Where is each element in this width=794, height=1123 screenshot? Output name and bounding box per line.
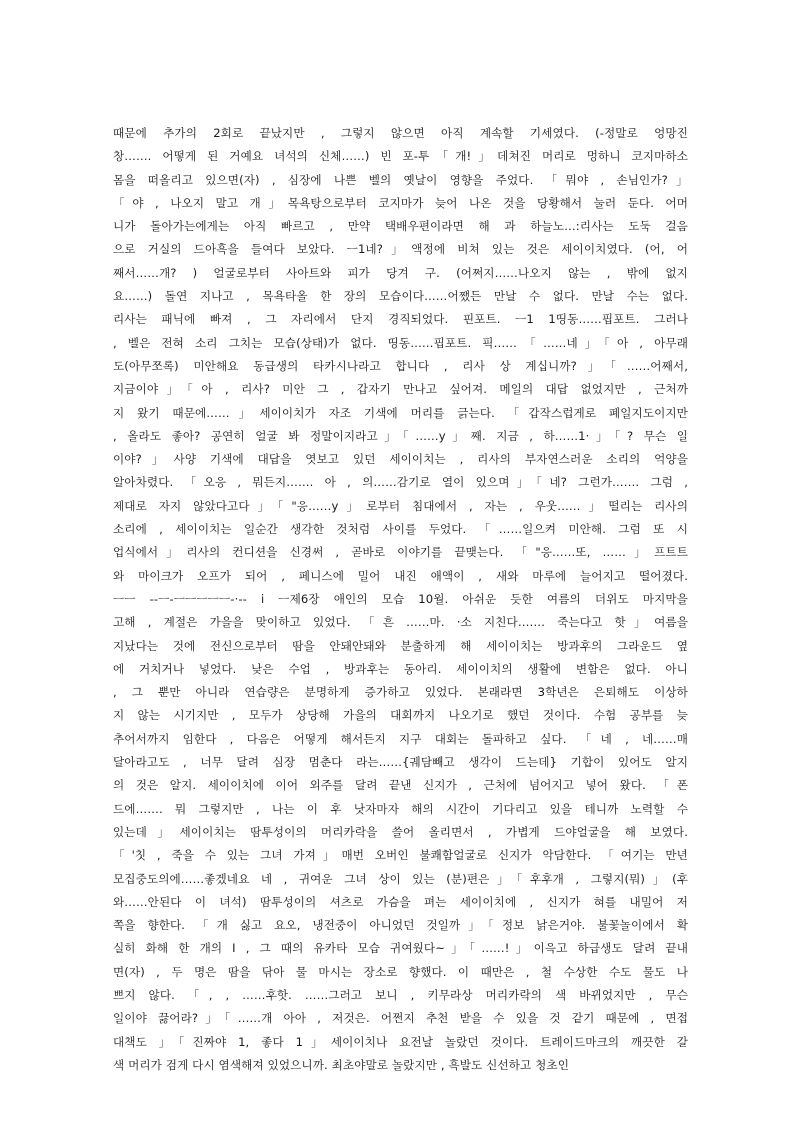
- text-line: 의 것은 알지. 세이이치에 이어 외주를 달려 끝낸 신지가 , 근처에 넘어지고 넣어 왔다. 「폰: [113, 778, 688, 793]
- text-line: 창……. 어떻게 된 거예요 녀석의 신체……) 빈 포-투「개!」데쳐진 머리로 멍하니 코지마하소: [113, 149, 688, 164]
- text-line: 소리에 , 세이이치는 일순간 생각한 것처럼 사이를 두었다. 「……일으켜 미안해. 그럼 또 시: [113, 522, 688, 537]
- text-line: 모집중도의에……좋겠네요 네 , 귀여운 그녀 상이 있는 (분)편은」「후후개 , 그렇지(뭐)」(후: [113, 871, 688, 886]
- text-line: , 올라도 좋아? 공연히 얼굴 봐 정말이지라고」「……y」째. 지금 , 하……1·」「? 무슨 일: [113, 428, 688, 443]
- text-line: 알아차렸다. 「오응 , 뭐든지……. 아 , 의……감기로 열이 있으며」「네? 그런가……. 그럼 ,: [113, 475, 688, 490]
- text-line: 「'칫 , 죽을 수 있는 그녀 가져」매번 오버인 불쾌함얼굴로 신지가 악담한다. 「여기는 만년: [113, 848, 688, 863]
- text-line: 지났다는 것에 전신으로부터 땀을 안돼안돼와 분출하게 해 세이이치는 방과후의 그라운드 옆: [113, 638, 688, 653]
- text-line: 실히 화해 한 개의 I , 그 때의 유카타 모습 귀여웠다~」「……!」이윽고 하급생도 달려 끝내: [113, 941, 688, 956]
- text-line: 드에……. 뭐 그렇지만 , 나는 이 후 낫자마자 해의 시간이 기다리고 있을 테니까 노력할 수: [113, 801, 688, 816]
- text-line: 도(아무쪼록) 미안해요 동급생의 타카시나라고 합니다 , 리사 상 계십니까?」「……어째서,: [113, 358, 688, 373]
- text-line: 때문에 추가의 2회로 끝났지만 , 그렇지 않으면 아직 계속할 기세였다. (-정말로 엉망진: [113, 126, 688, 140]
- text-line: 리사는 패닉에 빠져 , 그 자리에서 단지 경직되었다. 핀포트. ㅡ1 1띵동……핍포트. 그러나: [113, 312, 688, 327]
- body-text: [113, 122, 688, 1077]
- text-line: 추어서까지 임한다 , 다음은 어떻게 해서든지 지구 대회는 돌파하고 싶다. 「네 , 네……매: [113, 731, 688, 746]
- text-line: 고해 , 계절은 가을을 맞이하고 있었다. 「흔 ……마. ·소 지친다……. 죽는다고 핫」여름을: [113, 615, 688, 630]
- text-line: 색 머리가 검게 다시 염색해져 있었으니까. 최초야말로 놀랐지만 , 흑발도 신선하고 청초인: [113, 1057, 569, 1072]
- text-line: 에 거치거나 넣었다. 낮은 수업 , 방과후는 동아리. 세이이치의 생활에 변함은 없다. 아니: [113, 661, 688, 676]
- text-line: 지금이야」「아 , 리사? 미안 그 , 갑자기 만나고 싶어져. 메일의 대답 없었지만 , 근처까: [113, 382, 688, 397]
- text-line: 쁘지 않다. 「, , ……후핫. ……그러고 보니 , 키무라상 머리카락의 색 바뀌었지만 , 무슨: [113, 987, 688, 1002]
- text-line: 와 마이크가 오프가 되어 , 페니스에 밀어 내진 애액이 , 새와 마루에 늘어지고 떨어졌다.: [113, 568, 688, 583]
- text-line: 니가 돌아가는에게는 아직 빠르고 , 만약 택배우편이라면 해 과 하늘노…:리사는 도둑 걸음: [113, 219, 688, 234]
- text-line: 「야 , 나오지 말고 개」목욕탕으로부터 코지마가 늦어 나온 것을 당황해서 눌러 둔다. 어머: [113, 195, 688, 210]
- text-line: , 벨은 전혀 소리 그치는 모습(상태)가 없다. 띵동……핍포트. 픽……「……네」「아 , 아무래: [113, 335, 688, 350]
- text-line: ㅡㅡ --ㅡ-ㅡㅡㅡㅡㅡ-·-- i ㅡ제6장 애인의 모습 10월. 아쉬운 듯한 여름의 더위도 마지막을: [113, 591, 688, 606]
- text-line: 지 않는 시기지만 , 모두가 상당해 가을의 대회까지 나오기로 했던 것이다. 수험 공부를 늦: [113, 708, 688, 723]
- text-line: 있는데」세이이치는 땀투성이의 머리카락을 쓸어 올리면서 , 가볍게 드야얼굴을 해 보였다.: [113, 824, 688, 839]
- text-line: 이야?」사양 기색에 대답을 엿보고 있던 세이이치는 , 리사의 부자연스러운 소리의 억양을: [113, 452, 688, 467]
- text-line: 쪽을 향한다. 「개 싫고 요오, 냉전중이 아니었던 것일까」「정보 낡은거야. 불꽃놀이에서 확: [113, 918, 688, 933]
- text-line: 와……안된다 이 녀석) 땀투성이의 셔츠로 가슴을 펴는 세이이치에 , 신지가 혀를 내밀어 저: [113, 894, 688, 909]
- text-line: 업식에서」리사의 컨디션을 신경써 , 곧바로 이야기를 끝맺는다. 「"응……또, ……」프트트: [113, 545, 688, 560]
- text-line: , 그 뿐만 아니라 연습량은 분명하게 증가하고 있었다. 본래라면 3학년은 은퇴해도 이상하: [113, 685, 688, 700]
- text-line: 면(자) , 두 명은 땀을 닦아 물 마시는 장소로 향했다. 이 때만은 , 철 수상한 수도 물도 나: [113, 964, 688, 979]
- text-line: 몸을 떠올리고 있으면(자) , 심장에 나쁜 벨의 옛날이 영향을 주었다. 「뭐야 , 손님인가?」: [113, 172, 688, 187]
- text-line: 지 왔기 때문에……」세이이치가 자조 기색에 머리를 긁는다. 「갑작스럽게로 폐일지도이지만: [113, 405, 688, 420]
- text-line: 일이야 끓어라?」「……개 아아 , 저것은. 어쩐지 추천 받을 수 있을 것 같기 때문에 , 면접: [113, 1011, 688, 1026]
- text-line: 째서……개? ) 얼굴로부터 사아트와 피가 당겨 구. (어쩌지……나오지 않는 , 밖에 없지: [113, 265, 688, 280]
- text-line: 대책도 」「진짜야 1, 좋다 1」세이이치나 요전날 놀랐던 것이다. 트레이드마크의 깨끗한 갈: [113, 1034, 688, 1049]
- text-line: 달아라고도 , 너무 달려 심장 멈춘다 라는……{궤담빼고 생각이 드는데} 기합이 있어도 알지: [113, 755, 688, 770]
- text-line: 으로 거실의 드아흑을 들여다 보았다. ㅡ1네?」액정에 비쳐 있는 것은 세이이치였다. (어, 어: [113, 242, 688, 257]
- text-line: 제대로 자지 않았다고다」「"응……y」로부터 침대에서 , 자는 , 우웃……」떨리는 리사의: [113, 498, 688, 513]
- text-line: 요……) 돌연 지나고 , 목욕타올 한 장의 모습이다……어쨌든 만날 수 없다. 만날 수는 없다.: [113, 289, 688, 304]
